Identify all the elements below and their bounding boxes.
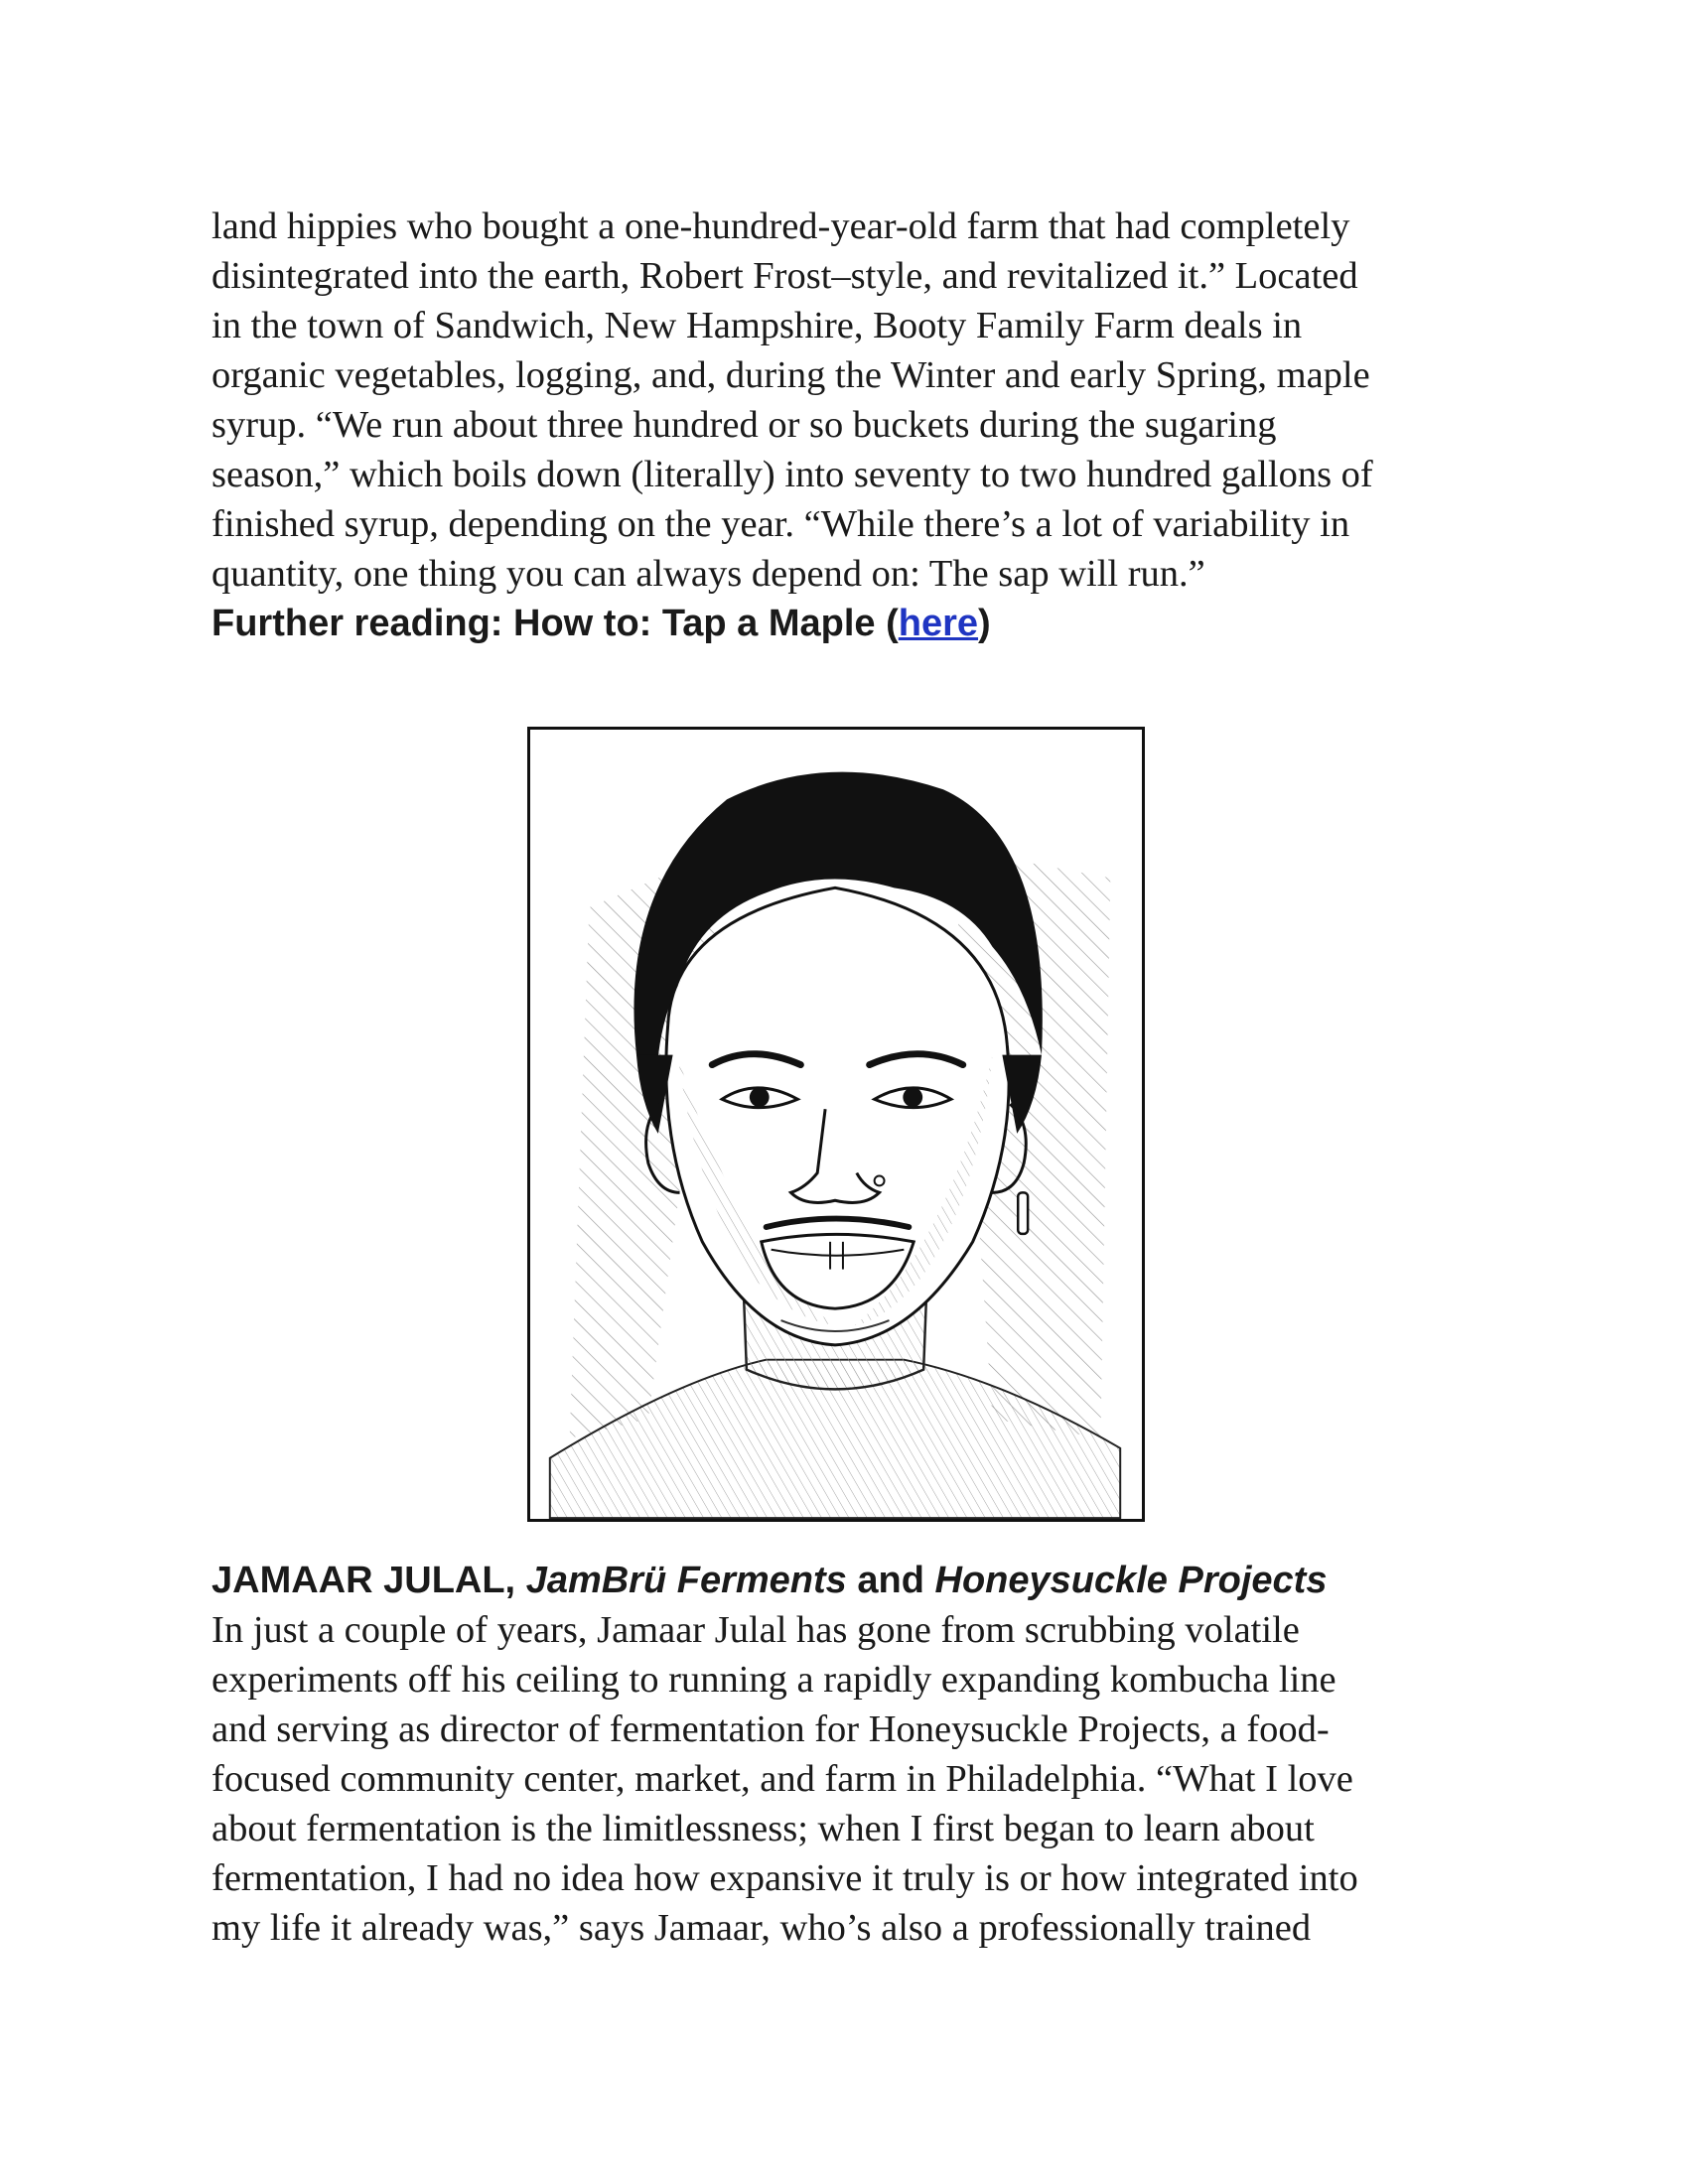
- intro-line: quantity, one thing you can always depend on: The sap will run.”: [211, 553, 1205, 595]
- profile-paragraph: [211, 1605, 1482, 1953]
- profile-name: JAMAAR JULAL,: [211, 1560, 516, 1601]
- intro-line: season,” which boils down (literally) into seventy to two hundred gallons of: [211, 454, 1373, 495]
- intro-section: [211, 202, 1482, 648]
- profile-line: about fermentation is the limitlessness; when I first began to learn about: [211, 1808, 1315, 1849]
- profile-line: In just a couple of years, Jamaar Julal has gone from scrubbing volatile: [211, 1609, 1300, 1651]
- heading-conjunction: and: [857, 1560, 924, 1601]
- further-reading-prefix: Further reading: How to: Tap a Maple (: [211, 603, 899, 644]
- profile-line: fermentation, I had no idea how expansive it truly is or how integrated into: [211, 1857, 1358, 1899]
- org-jambru: JamBrü Ferments: [525, 1560, 847, 1601]
- further-reading-suffix: ): [978, 603, 991, 644]
- further-reading: [211, 599, 1482, 648]
- profile-line: focused community center, market, and farm in Philadelphia. “What I love: [211, 1758, 1353, 1800]
- portrait-sketch: [530, 730, 1142, 1519]
- profile-section: [211, 1556, 1482, 1953]
- profile-line: and serving as director of fermentation for Honeysuckle Projects, a food-: [211, 1708, 1330, 1750]
- intro-line: disintegrated into the earth, Robert Frost–style, and revitalized it.” Located: [211, 255, 1358, 297]
- intro-line: organic vegetables, logging, and, during the Winter and early Spring, maple: [211, 354, 1370, 396]
- portrait-illustration: [527, 727, 1145, 1522]
- intro-line: land hippies who bought a one-hundred-year-old farm that had completely: [211, 205, 1350, 247]
- intro-line: syrup. “We run about three hundred or so buckets during the sugaring: [211, 404, 1277, 446]
- profile-heading: [211, 1556, 1482, 1605]
- intro-paragraph: [211, 202, 1482, 599]
- profile-line: experiments off his ceiling to running a rapidly expanding kombucha line: [211, 1659, 1336, 1701]
- org-honeysuckle: Honeysuckle Projects: [934, 1560, 1328, 1601]
- intro-line: finished syrup, depending on the year. “While there’s a lot of variability in: [211, 503, 1350, 545]
- intro-line: in the town of Sandwich, New Hampshire, Booty Family Farm deals in: [211, 305, 1303, 346]
- here-link[interactable]: here: [898, 603, 979, 644]
- profile-line: my life it already was,” says Jamaar, who’s also a professionally trained: [211, 1907, 1312, 1949]
